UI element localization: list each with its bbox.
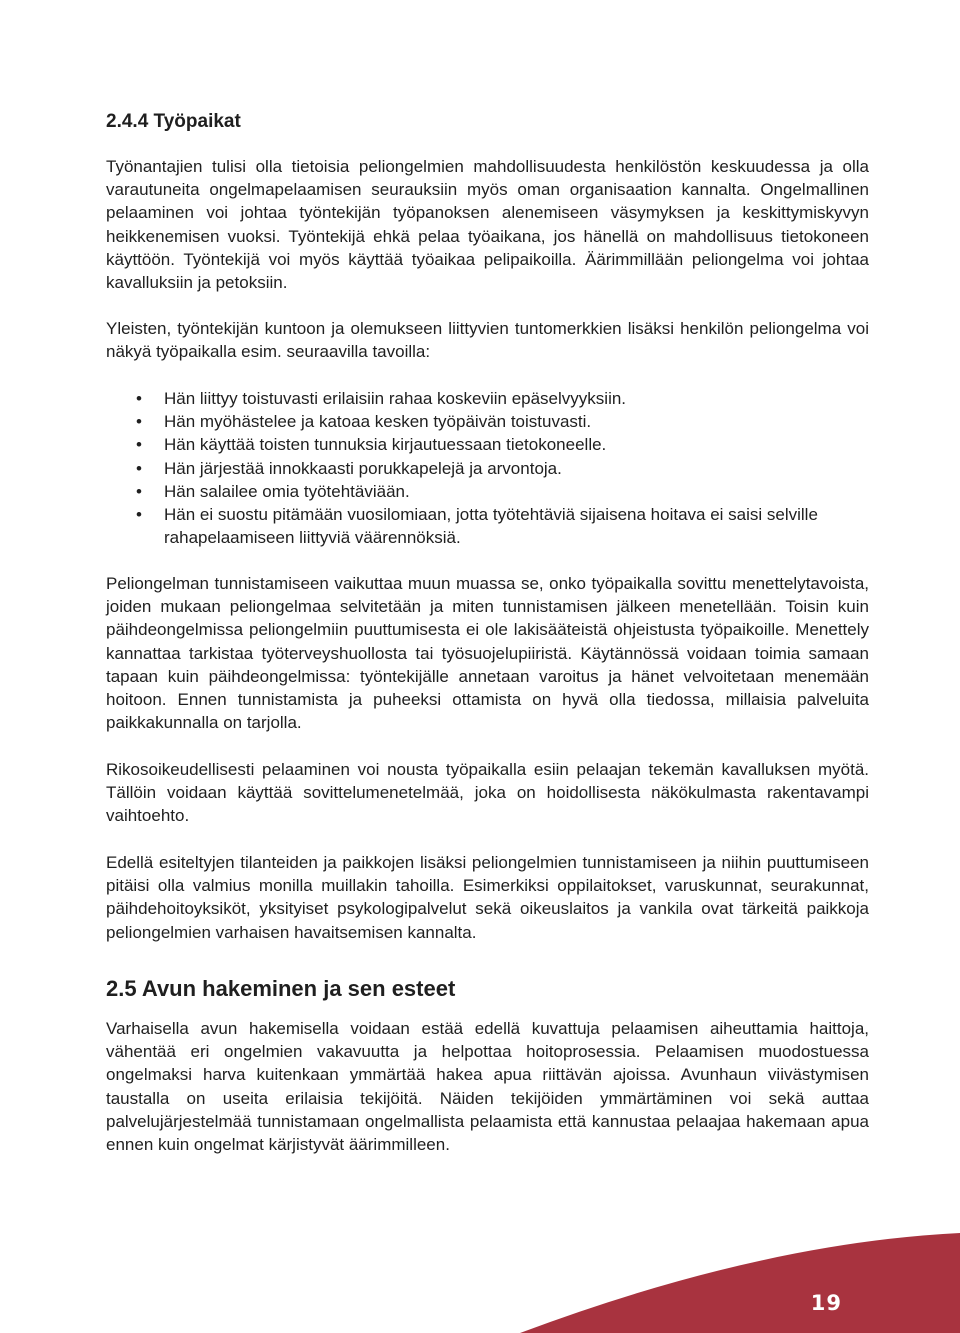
paragraph-criminal: Rikosoikeudellisesti pelaaminen voi nousta työpaikalla esiin pelaajan tekemän kavalluksen myötä. Tällöin voidaan käyttää sovittelumenetelmää, joka on hoidollisesta näkökulmasta rakentavampi vaihtoehto.	[106, 760, 869, 826]
paragraph-other-parties: Edellä esiteltyjen tilanteiden ja paikkojen lisäksi peliongelmien tunnistamiseen ja niihin puuttumiseen pitäisi olla valmius monilla muillakin tahoilla. Esimerkiksi oppilaitokset, varuskunnat, seurakunnat, päihdehoitoyksiköt, yksityiset psykologipalvelut sekä oikeuslaitos ja vankila ovat tärkeitä paikkoja peliongelmien varhaisen havaitsemisen kannalta.	[106, 853, 869, 942]
paragraph-employers: Työnantajien tulisi olla tietoisia peliongelmien mahdollisuudesta henkilöstön keskuudessa ja olla varautuneita ongelmapelaamisen seurauksiin myös oman organisaation kannalta. Ongelmallinen pelaaminen voi johtaa työntekijän työpanoksen alenemiseen väsymyksen ja keskittymiskyvyn heikkenemisen vuoksi. Työntekijä ehkä pelaa työaikana, jos hänellä on mahdollisuus tietokoneen käyttöön. Työntekijä voi myös käyttää työaikaa pelipaikoilla. Äärimmillään peliongelma voi johtaa kavalluksiin ja petoksiin.	[106, 157, 869, 293]
paragraph-recognition: Peliongelman tunnistamiseen vaikuttaa muun muassa se, onko työpaikalla sovittu menettelytavoista, joiden mukaan peliongelmaa selvitetään ja miten tunnistamisen jälkeen menetellään. Toisin kuin päihdeongelmissa peliongelmiin puuttumisesta ei ole lakisääteistä ohjeistusta työpaikoille. Menettely kannattaa tarkistaa työterveyshuollosta tai työsuojelupiiristä. Käytännössä voidaan toimia samaan tapaan kuin päihdeongelmissa: työntekijälle annetaan varoitus ja hänet velvoitetaan menemään hoitoon. Ennen tunnistamista ja puheeksi ottamista on hyvä olla tiedossa, millaisia palveluita paikkakunnalla on tarjolla.	[106, 574, 869, 733]
corner-shape	[520, 1233, 960, 1333]
list-item: • Hän käyttää toisten tunnuksia kirjautuessaan tietokoneelle.	[136, 433, 876, 456]
page-corner-decoration	[520, 1233, 960, 1333]
paragraph-signs-intro: Yleisten, työntekijän kuntoon ja olemukseen liittyvien tuntomerkkien lisäksi henkilön peliongelma voi näkyä työpaikalla esim. seuraavilla tavoilla:	[106, 319, 869, 362]
page-number: 19	[810, 1291, 842, 1315]
section-heading-avun-hakeminen: 2.5 Avun hakeminen ja sen esteet	[106, 976, 456, 1001]
list-item: • Hän järjestää innokkaasti porukkapelejä ja arvontoja.	[136, 457, 876, 480]
list-item: • Hän salailee omia työtehtäviään.	[136, 480, 876, 503]
list-item: • Hän myöhästelee ja katoaa kesken työpäivän toistuvasti.	[136, 410, 876, 433]
list-item: • Hän ei suostu pitämään vuosilomiaan, jotta työtehtäviä sijaisena hoitava ei saisi selville rahapelaamiseen liittyviä väärennöksiä.	[136, 503, 876, 549]
signs-list	[136, 387, 876, 549]
paragraph-early-help: Varhaisella avun hakemisella voidaan estää edellä kuvattuja pelaamisen aiheuttamia haittoja, vähentää eri ongelmien vakavuutta ja helpottaa hoitoprosessia. Pelaamisen muodostuessa ongelmaksi harva kuitenkaan ymmärtää hakea apua riittävän ajoissa. Avunhaun viivästymisen taustalla on useita erilaisia tekijöitä. Näiden tekijöiden ymmärtäminen voi sekä auttaa palvelujärjestelmää tunnistamaan ongelmallista pelaamista että kannustaa pelaajaa hakemaan apua ennen kuin ongelmat kärjistyvät äärimmilleen.	[106, 1019, 869, 1155]
section-heading-tyopaikat: 2.4.4 Työpaikat	[106, 111, 241, 132]
list-item: • Hän liittyy toistuvasti erilaisiin rahaa koskeviin epäselvyyksiin.	[136, 387, 876, 410]
